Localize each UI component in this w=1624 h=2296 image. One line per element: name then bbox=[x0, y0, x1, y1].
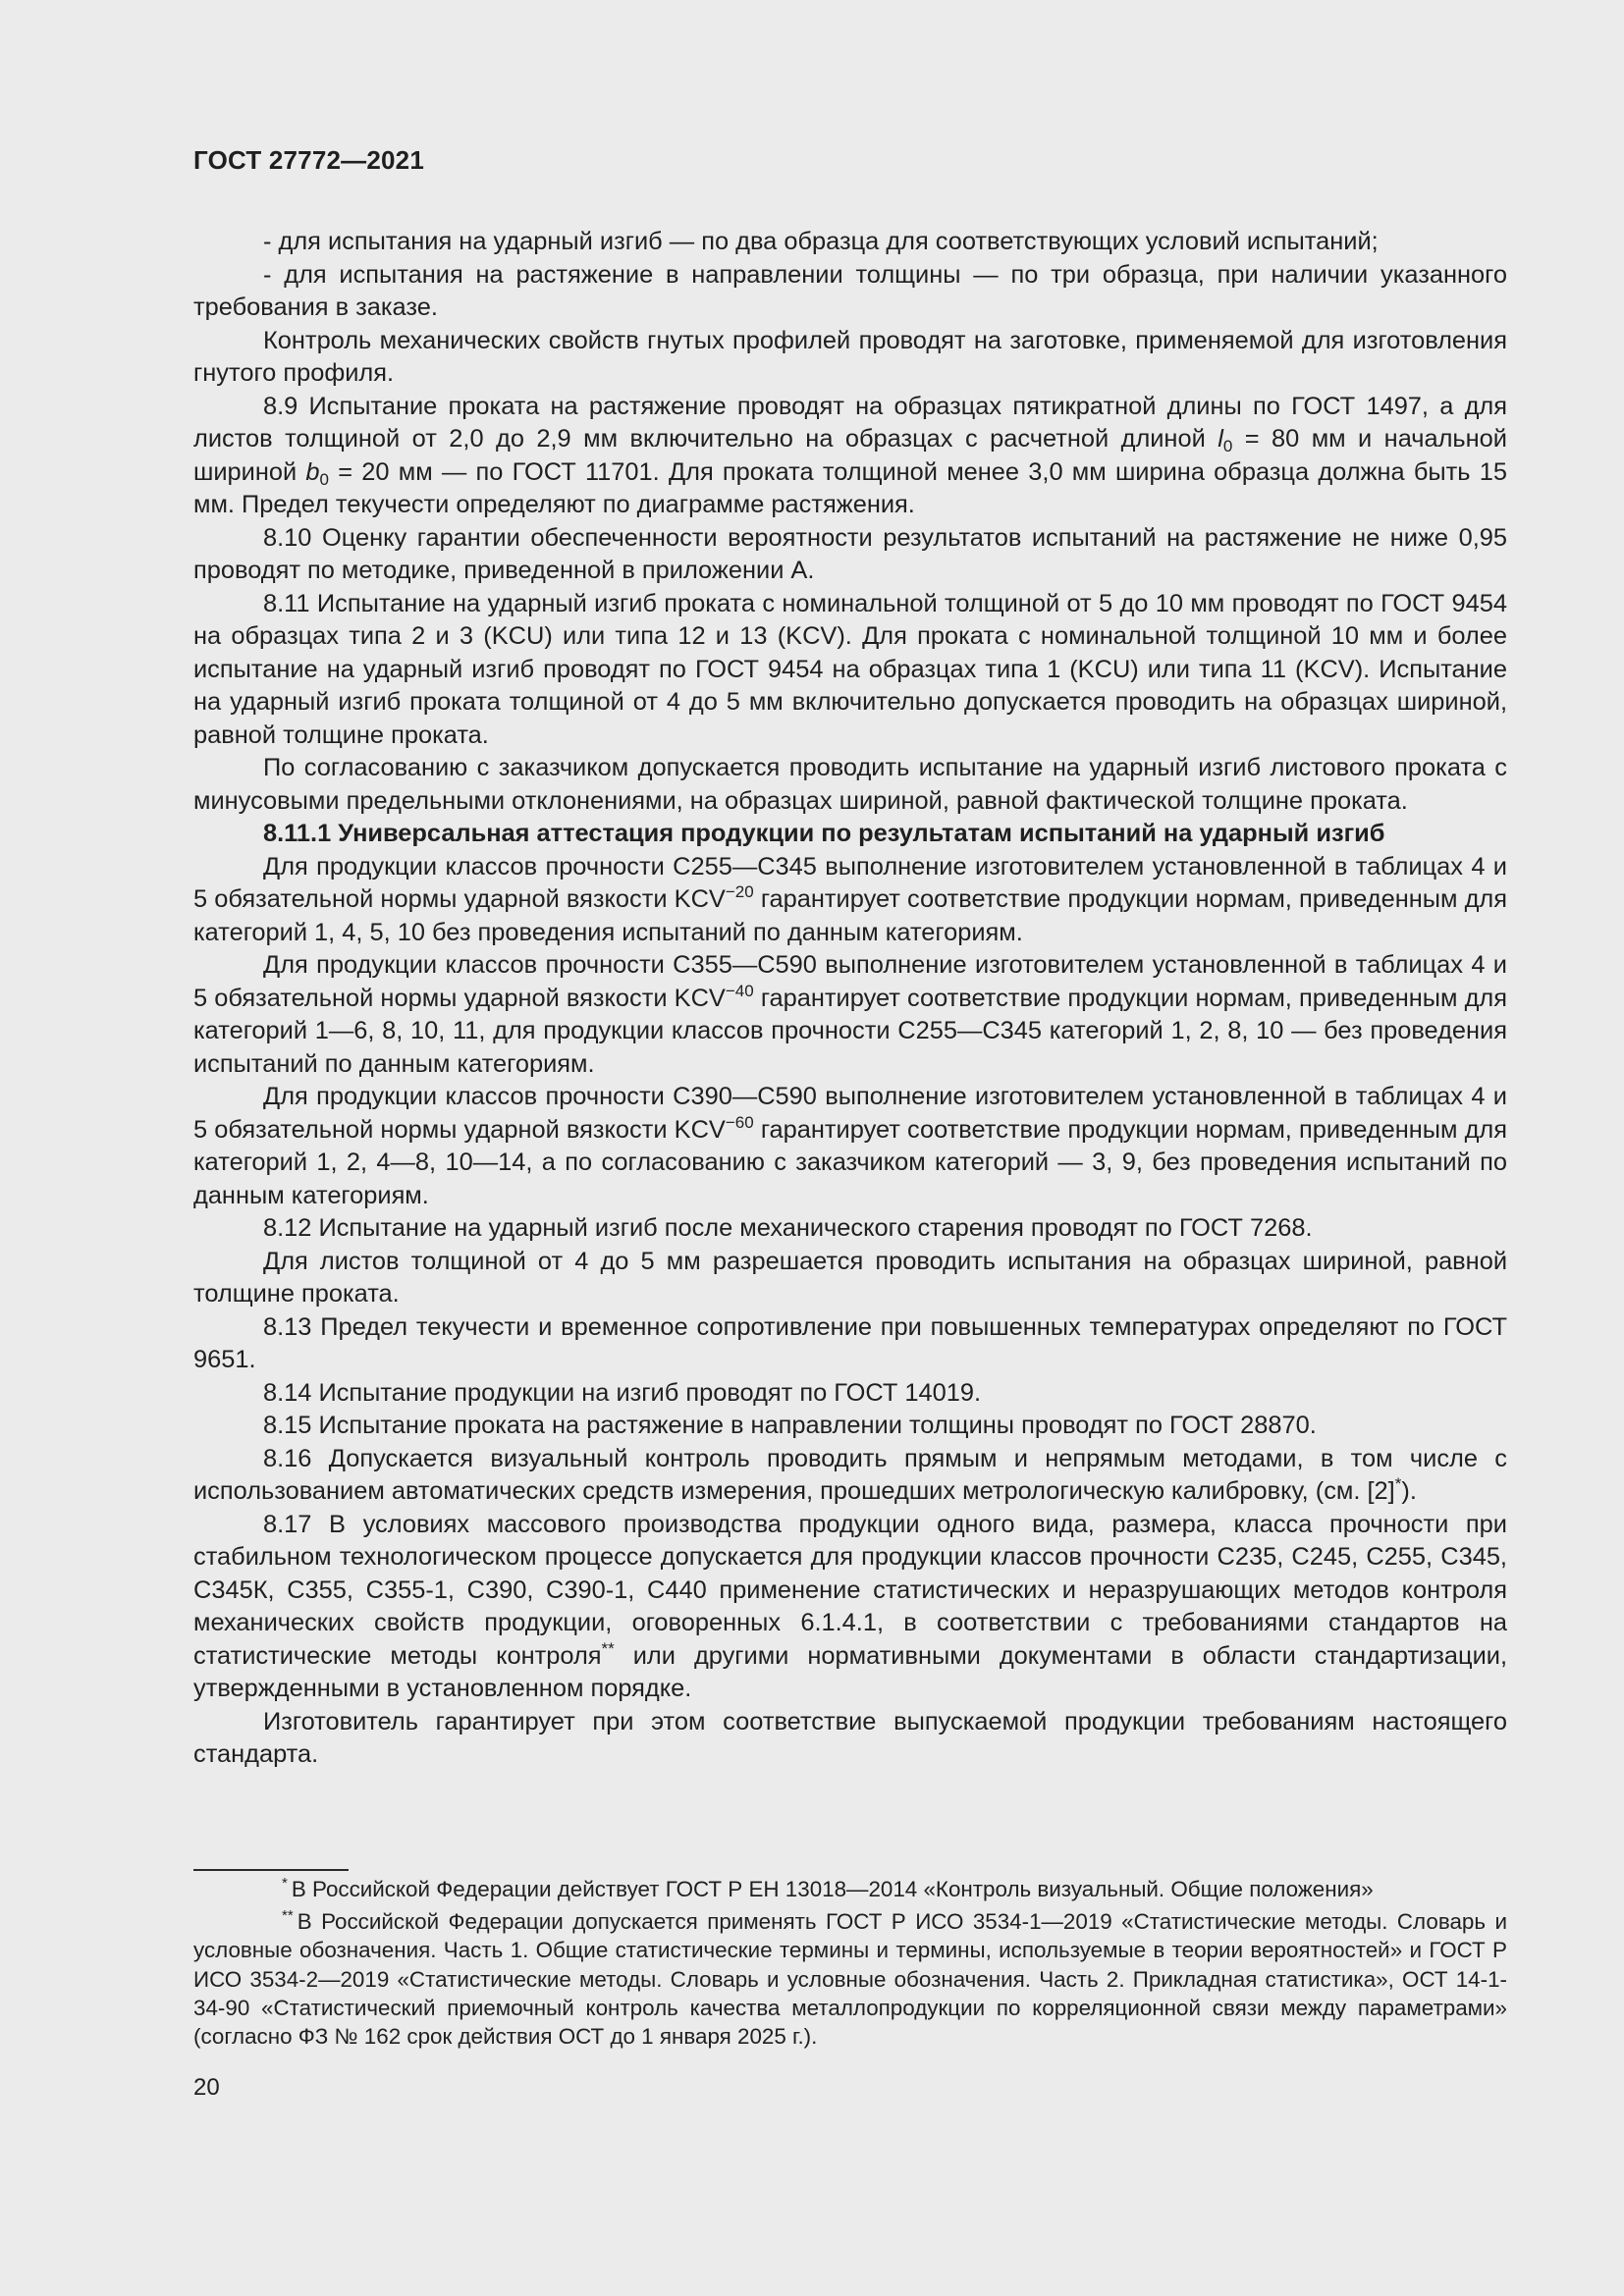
clause-8-11: 8.11 Испытание на ударный изгиб проката с номинальной толщиной от 5 до 10 мм проводят по ГОСТ 9454 на образцах типа 2 и 3 (KCU) или типа 12 и 13 (KCV). Для проката с номинальной толщиной 10 мм и более испытание на ударный изгиб проводят по ГОСТ 9454 на образцах типа 1 (KCU) или типа 11 (KCV). Испытание на ударный изгиб проката толщиной от 4 до 5 мм включительно допускается проводить на образцах шириной, равной толщине проката. bbox=[193, 589, 1507, 749]
footnote-separator bbox=[193, 1869, 349, 1871]
paragraph: Для продукции классов прочности С355—С590 выполнение изготовителем установленной в таблицах 4 и 5 обязательной нормы ударной вязкости $KCV^{-40}$ гарантирует соответствие продукции нормам, приведенным для категорий 1—6, 8, 10, 11, для продукции классов прочности С255—С345 категорий 1, 2, 8, 10 — без проведения испытаний по данным категориям. bbox=[193, 951, 1507, 1078]
footnote-ref[interactable]: ** bbox=[601, 1638, 615, 1658]
formula-symbol: b bbox=[305, 457, 320, 486]
clause-8-9: 8.9 Испытание проката на растяжение проводят на образцах пятикратной длины по ГОСТ 1497, а для листов толщиной от 2,0 до 2,9 мм включительно на образцах с расчетной длиной $l_0 = 80$ мм и начальной шириной $b_0 = 20$ мм — по ГОСТ 11701. Для проката толщиной менее 3,0 мм ширина образца должна быть 15 мм. Предел текучести определяют по диаграмме растяжения. bbox=[193, 392, 1507, 518]
paragraph: - для испытания на растяжение в направлении толщины — по три образца, при наличии указанного требования в заказе. bbox=[193, 260, 1507, 321]
document-header: ГОСТ 27772—2021 bbox=[193, 145, 424, 175]
paragraph: Изготовитель гарантирует при этом соответствие выпускаемой продукции требованиям настоящего стандарта. bbox=[193, 1707, 1507, 1768]
paragraph: По согласованию с заказчиком допускается проводить испытание на ударный изгиб листового проката с минусовыми предельными отклонениями, на образцах шириной, равной фактической толщине проката. bbox=[193, 754, 1507, 815]
clause-8-14: 8.14 Испытание продукции на изгиб проводят по ГОСТ 14019. bbox=[263, 1378, 982, 1407]
clause-8-10: 8.10 Оценку гарантии обеспеченности вероятности результатов испытаний на растяжение не ниже 0,95 проводят по методике, приведенной в приложении А. bbox=[193, 523, 1507, 584]
clause-8-12: 8.12 Испытание на ударный изгиб после механического старения проводят по ГОСТ 7268. bbox=[263, 1214, 1313, 1242]
footnotes bbox=[193, 1875, 1507, 2055]
clause-8-15: 8.15 Испытание проката на растяжение в направлении толщины проводят по ГОСТ 28870. bbox=[263, 1412, 1317, 1439]
page-number: 20 bbox=[193, 2074, 220, 2101]
footnote-mark: ** bbox=[282, 1907, 294, 1925]
paragraph: Для листов толщиной от 4 до 5 мм разрешается проводить испытания на образцах шириной, равной толщине проката. bbox=[193, 1247, 1507, 1308]
paragraph: - для испытания на ударный изгиб — по два образца для соответствующих условий испытаний; bbox=[263, 228, 1379, 255]
clause-8-16: 8.16 Допускается визуальный контроль проводить прямым и непрямым методами, в том числе с использованием автоматических средств измерения, прошедших метрологическую калибровку, (см. [2]*). bbox=[193, 1444, 1507, 1505]
clause-8-13: 8.13 Предел текучести и временное сопротивление при повышенных температурах определяют по ГОСТ 9651. bbox=[193, 1312, 1507, 1373]
footnote-mark: * bbox=[282, 1875, 288, 1892]
paragraph: Для продукции классов прочности С390—С590 выполнение изготовителем установленной в таблицах 4 и 5 обязательной нормы ударной вязкости $KCV^{-60}$ гарантирует соответствие продукции нормам, приведенным для категорий 1, 2, 4—8, 10—14, а по согласованию с заказчиком категорий — 3, 9, без проведения испытаний по данным категориям. bbox=[193, 1083, 1507, 1209]
formula-symbol: l bbox=[1218, 425, 1223, 453]
document-body bbox=[193, 226, 1507, 1772]
footnote-ref[interactable]: * bbox=[1394, 1474, 1402, 1493]
subclause-heading-8-11-1: 8.11.1 Универсальная аттестация продукции по результатам испытаний на ударный изгиб bbox=[263, 820, 1385, 847]
clause-8-17: 8.17 В условиях массового производства продукции одного вида, размера, класса прочности при стабильном технологическом процессе допускается для продукции классов прочности С235, С245, С255, С345, С345К, С355, С355-1, С390, С390-1, С440 применение статистических и неразрушающих методов контроля механических свойств продукции, оговоренных 6.1.4.1, в соответствии с требованиями стандартов на статистические методы контроля** или другими нормативными документами в области стандартизации, утвержденными в установленном порядке. bbox=[193, 1510, 1508, 1702]
footnote: * В Российской Федерации действует ГОСТ Р ЕН 13018—2014 «Контроль визуальный. Общие положения» bbox=[282, 1875, 1374, 1901]
paragraph: Для продукции классов прочности С255—С345 выполнение изготовителем установленной в таблицах 4 и 5 обязательной нормы ударной вязкости $KCV^{-20}$ гарантирует соответствие продукции нормам, приведенным для категорий 1, 4, 5, 10 без проведения испытаний по данным категориям. bbox=[193, 852, 1507, 946]
paragraph: Контроль механических свойств гнутых профилей проводят на заготовке, применяемой для изготовления гнутого профиля. bbox=[193, 326, 1507, 387]
footnote: ** В Российской Федерации допускается применять ГОСТ Р ИСО 3534-1—2019 «Статистические методы. Словарь и условные обозначения. Часть 1. Общие статистические термины и термины, используемые в теории вероятностей» и ГОСТ Р ИСО 3534-2—2019 «Статистические методы. Словарь и условные обозначения. Часть 2. Прикладная статистика», ОСТ 14-1-34-90 «Статистический приемочный контроль качества металлопродукции по корреляционной связи между параметрами» (согласно ФЗ № 162 срок действия ОСТ до 1 января 2025 г.). bbox=[193, 1907, 1507, 2050]
